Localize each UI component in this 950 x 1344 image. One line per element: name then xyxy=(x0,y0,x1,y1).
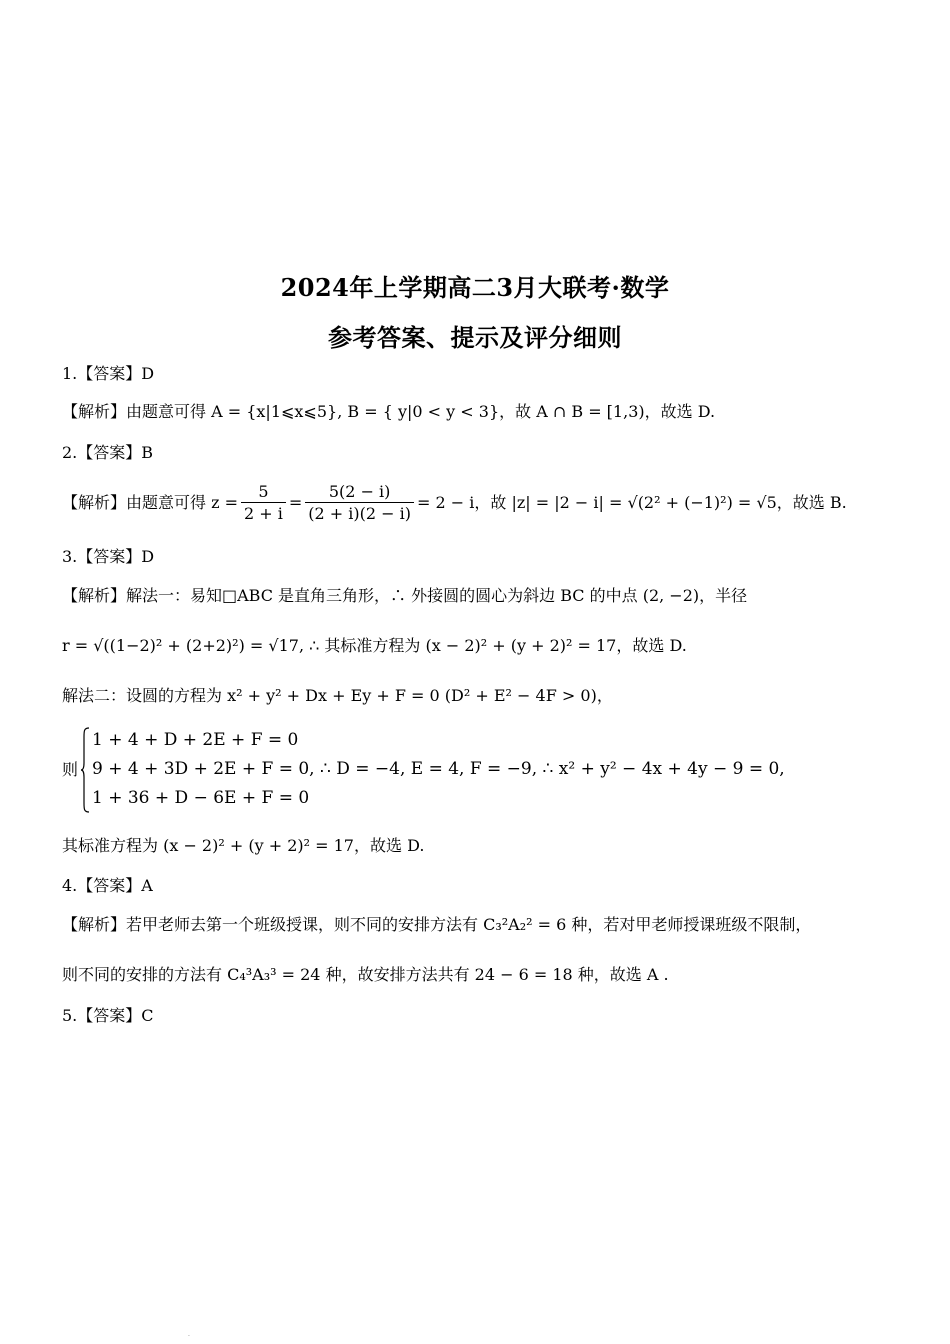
q3-answer: 3.【答案】D xyxy=(62,547,155,566)
q3-analysis-line4: 其标准方程为 (x − 2)² + (y + 2)² = 17，故选 D. xyxy=(62,836,425,855)
system-brace-icon xyxy=(80,727,90,813)
q2-prefix: 【解析】由题意可得 z = xyxy=(62,493,239,512)
q4-analysis-line1: 【解析】若甲老师去第一个班级授课，则不同的安排方法有 C₃²A₂² = 6 种，若对甲老师授课班级不限制， xyxy=(62,915,812,934)
q4-analysis-line2: 则不同的安排的方法有 C₄³A₃³ = 24 种，故安排方法共有 24 − 6 = 18 种，故选 A . xyxy=(62,965,669,984)
q4-answer: 4.【答案】A xyxy=(62,876,153,895)
q3-then-label: 则 xyxy=(62,760,79,779)
q2-analysis xyxy=(62,475,847,531)
q2-equals: = xyxy=(288,493,303,512)
q2-frac2-numerator: 5(2 − i) xyxy=(305,482,414,503)
q2-frac1-denominator: 2 + i xyxy=(244,503,283,523)
document-title: 2024年上学期高二3月大联考·数学 xyxy=(280,273,670,302)
q5-answer: 5.【答案】C xyxy=(62,1006,154,1025)
q2-frac2-denominator: (2 + i)(2 − i) xyxy=(308,503,412,523)
document-subtitle: 参考答案、提示及评分细则 xyxy=(328,323,622,352)
q1-answer: 1.【答案】D xyxy=(62,364,155,383)
footer-dot: . xyxy=(188,1331,190,1338)
q3-system-eq2: 9 + 4 + 3D + 2E + F = 0, ∴ D = −4, E = 4, F = −9, ∴ x² + y² − 4x + 4y − 9 = 0, xyxy=(92,759,785,779)
q3-analysis-line2: r = √((1−2)² + (2+2)²) = √17, ∴ 其标准方程为 (x − 2)² + (y + 2)² = 17，故选 D. xyxy=(62,636,687,655)
q2-suffix: = 2 − i，故 |z| = |2 − i| = √(2² + (−1)²) = √5，故选 B. xyxy=(417,493,847,512)
q3-analysis-line3: 解法二：设圆的方程为 x² + y² + Dx + Ey + F = 0 (D² + E² − 4F > 0)， xyxy=(62,686,613,705)
q2-frac1-numerator: 5 xyxy=(241,482,286,503)
q3-system-eq3: 1 + 36 + D − 6E + F = 0 xyxy=(92,788,310,808)
q2-answer: 2.【答案】B xyxy=(62,443,154,462)
q3-analysis-line1: 【解析】解法一：易知□ABC 是直角三角形，∴ 外接圆的圆心为斜边 BC 的中点 (2, −2)，半径 xyxy=(62,586,748,605)
q1-analysis: 【解析】由题意可得 A = {x|1⩽x⩽5}, B = { y|0 < y < 3}，故 A ∩ B = [1,3)，故选 D. xyxy=(62,402,716,421)
q2-fraction-1 xyxy=(241,482,286,525)
q2-fraction-2 xyxy=(305,482,414,525)
q3-system-eq1: 1 + 4 + D + 2E + F = 0 xyxy=(92,730,299,750)
